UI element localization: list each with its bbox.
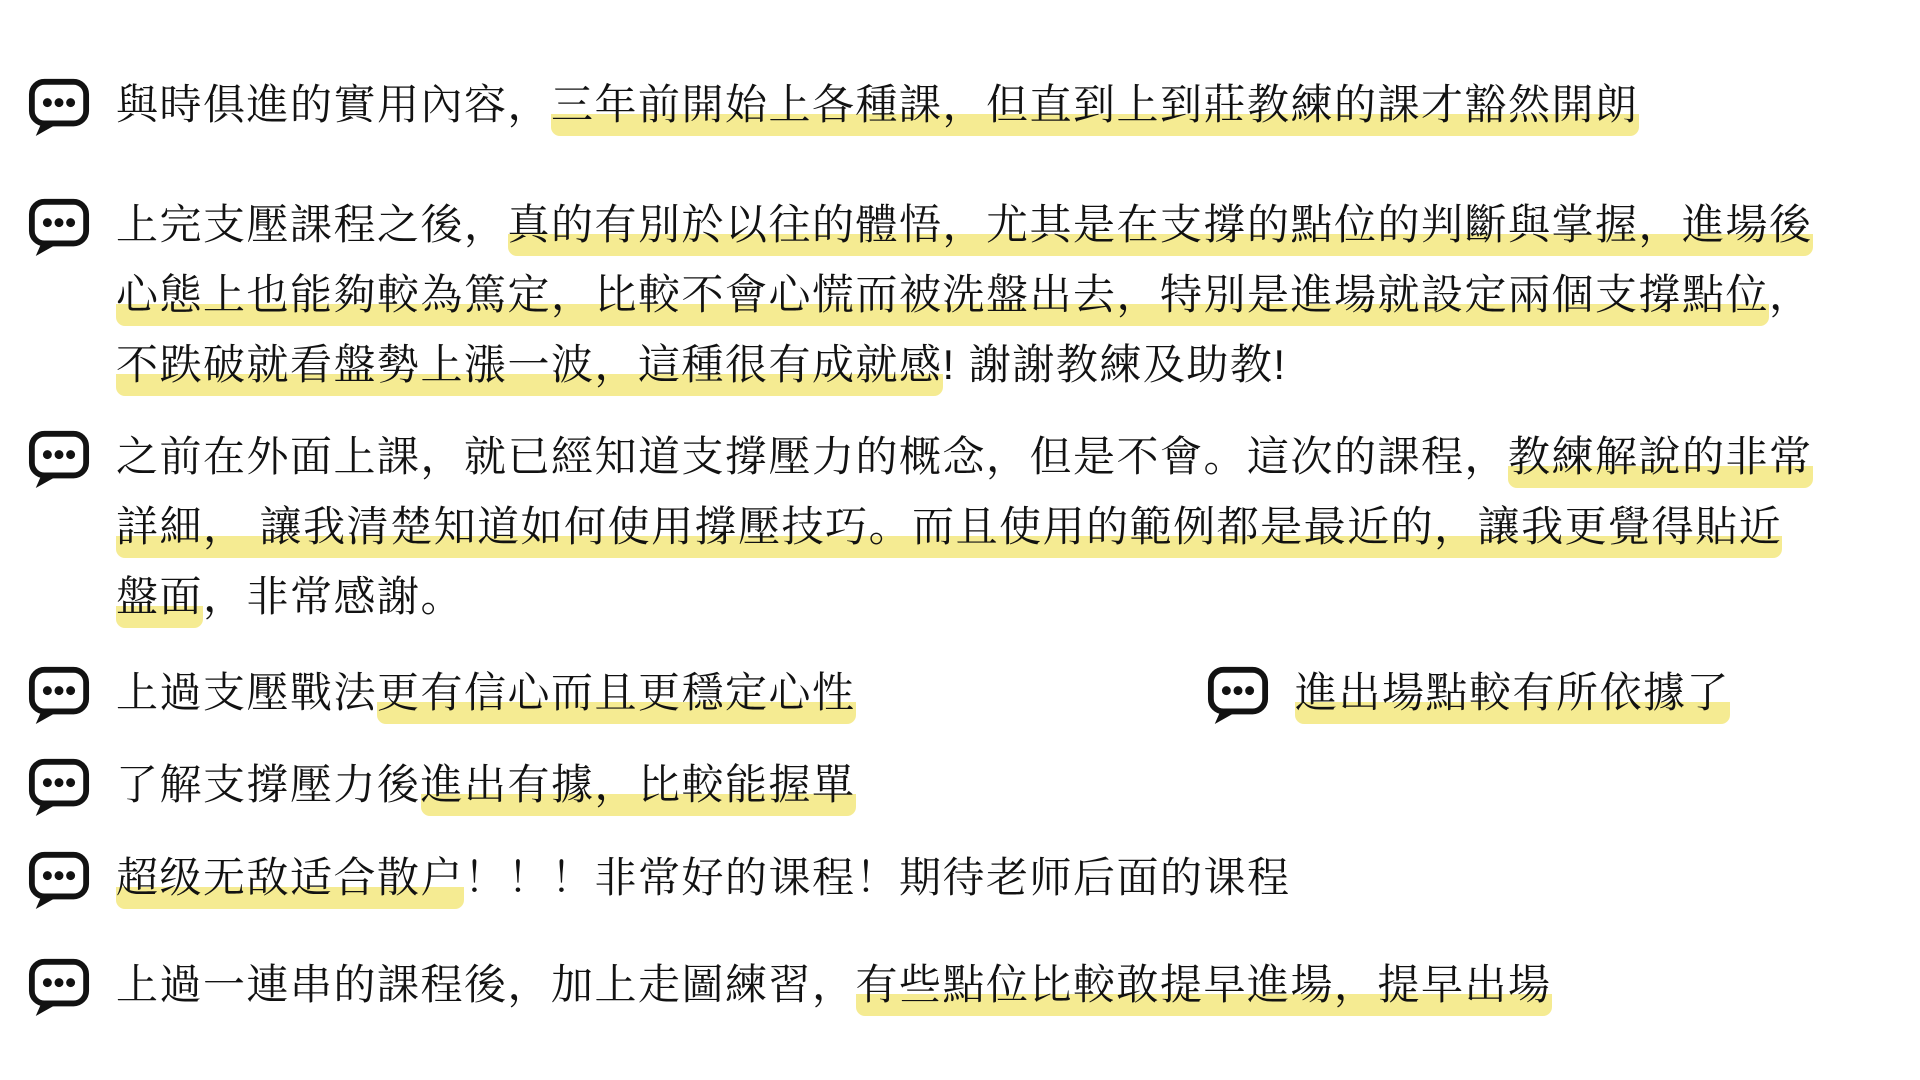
highlighted-text: 超级无敌适合散户 [116,854,464,909]
speech-bubble-icon [28,427,90,489]
testimonial [28,950,1552,1020]
plain-text: 之前在外面上課，就已經知道支撐壓力的概念，但是不會。這次的課程， [116,433,1509,480]
testimonial-row [28,750,1890,820]
testimonial-text [116,843,1291,913]
plain-text: ，非常感謝。 [203,573,465,620]
speech-bubble-icon [1207,663,1269,725]
testimonial [28,70,1639,140]
highlighted-text: 真的有別於以往的體悟，尤其是在支撐的點位的判斷與掌握，進場後 [508,201,1813,256]
testimonial-text [116,422,1813,632]
testimonial-line [116,260,1813,330]
plain-text: 上過一連串的課程後，加上走圖練習， [116,961,856,1008]
speech-bubble-icon [28,75,90,137]
testimonial-line [116,422,1813,492]
testimonial [1207,658,1730,728]
testimonial-text [116,658,856,728]
testimonial-text [116,750,856,820]
testimonial-line [116,492,1813,562]
plain-text: 了解支撐壓力後 [116,761,421,808]
testimonial [28,658,856,728]
testimonial-line [1295,658,1730,728]
testimonial-line [116,190,1813,260]
plain-text: 上過支壓戰法 [116,669,378,716]
plain-text: 與時俱進的實用內容， [116,81,552,128]
testimonial-text [116,70,1639,140]
testimonial-text [1295,658,1730,728]
highlighted-text: 盤面 [116,573,203,628]
highlighted-text: 更有信心而且更穩定心性 [377,669,856,724]
speech-bubble-icon [28,663,90,725]
speech-bubble-icon [28,755,90,817]
speech-bubble-icon [28,195,90,257]
testimonial-line [116,330,1813,400]
testimonial-line [116,70,1639,140]
plain-text: ， [1769,271,1813,318]
testimonial [28,190,1813,400]
testimonial-row [28,658,1890,728]
testimonial-row [28,843,1890,913]
highlighted-text: 不跌破就看盤勢上漲一波，這種很有成就感 [116,341,943,396]
plain-text: ！！！非常好的课程！期待老师后面的课程 [464,854,1291,901]
plain-text: 上完支壓課程之後， [116,201,508,248]
highlighted-text: 心態上也能夠較為篤定，比較不會心慌而被洗盤出去，特別是進場就設定兩個支撐點位 [116,271,1769,326]
testimonial [28,843,1291,913]
highlighted-text: 三年前開始上各種課，但直到上到莊教練的課才豁然開朗 [551,81,1639,136]
testimonial-row [28,422,1890,632]
testimonial-row [28,190,1890,400]
highlighted-text: 教練解說的非常 [1508,433,1813,488]
testimonial-text [116,950,1552,1020]
testimonial [28,750,856,820]
highlighted-text: 有些點位比較敢提早進場，提早出場 [856,961,1552,1016]
speech-bubble-icon [28,955,90,1017]
testimonial-row [28,950,1890,1020]
testimonial-line [116,750,856,820]
testimonial-line [116,950,1552,1020]
testimonial-line [116,562,1813,632]
speech-bubble-icon [28,848,90,910]
testimonial-line [116,843,1291,913]
highlighted-text: 詳細， 讓我清楚知道如何使用撐壓技巧。而且使用的範例都是最近的，讓我更覺得貼近 [116,503,1782,558]
testimonial-line [116,658,856,728]
highlighted-text: 進出場點較有所依據了 [1295,669,1730,724]
testimonial-text [116,190,1813,400]
testimonial-row [28,70,1890,140]
plain-text: ! 謝謝教練及助教! [942,341,1287,388]
highlighted-text: 進出有據，比較能握單 [421,761,856,816]
testimonial [28,422,1813,632]
